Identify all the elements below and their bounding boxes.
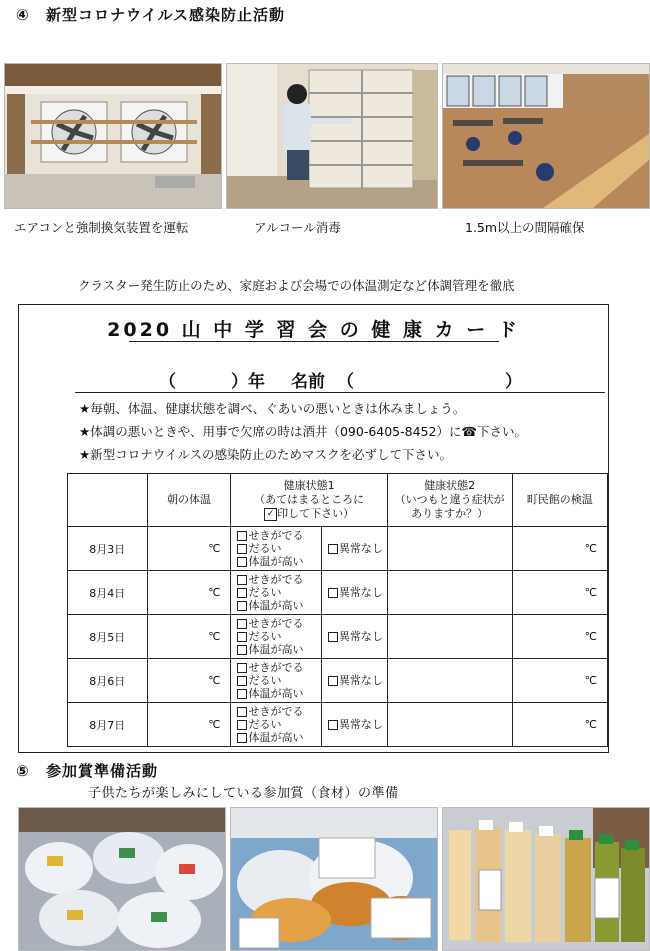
checkbox[interactable] [237,619,247,629]
table-header-row [68,474,608,527]
hall-temp-cell[interactable]: ℃ [512,703,608,747]
health2-cell[interactable] [387,659,512,703]
symptom-checklist [231,527,321,571]
normal-option[interactable] [321,615,387,659]
caption-spacing: 1.5m以上の間隔確保 [465,220,585,235]
morning-temp-cell[interactable]: ℃ [147,703,231,747]
symptom-label: せきがでる [248,705,304,718]
checkbox[interactable] [237,676,247,686]
symptom-checklist [231,571,321,615]
section5-heading [16,760,158,781]
symptom-option[interactable] [237,542,320,555]
morning-temp-cell[interactable]: ℃ [147,571,231,615]
checkbox[interactable] [237,663,247,673]
symptom-option[interactable] [237,555,320,568]
symptom-label: せきがでる [248,617,304,630]
symptom-option[interactable] [237,687,320,700]
caption-ventilation: エアコンと強制換気装置を運転 [14,220,189,235]
header-morning-temp: 朝の体温 [147,474,231,527]
checkbox[interactable] [237,707,247,717]
section5-title: 参加賞準備活動 [45,762,158,780]
symptom-label: 体温が高い [248,555,304,568]
symptom-option[interactable] [237,586,320,599]
checkbox[interactable] [237,601,247,611]
symptom-label: 体温が高い [248,599,304,612]
title-underline [129,341,499,342]
checkbox[interactable] [237,557,247,567]
row-date: 8月5日 [68,615,148,659]
checkbox[interactable] [237,531,247,541]
normal-option[interactable] [321,527,387,571]
section4-heading [16,4,285,25]
normal-label: 異常なし [338,674,383,687]
symptom-label: だるい [248,542,282,555]
photo-ventilation-fans [4,63,222,209]
checkbox[interactable] [237,689,247,699]
checkmark-icon: ✓ [264,508,277,521]
health-card [18,304,609,753]
header-health1-title: 健康状態1 [283,479,335,492]
symptom-label: だるい [248,674,282,687]
symptom-label: せきがでる [248,661,304,674]
photo-drink-bottles [442,807,650,951]
table-row [68,659,608,703]
normal-label: 異常なし [338,542,383,555]
year-label: ）年 [231,372,265,392]
normal-option[interactable] [321,659,387,703]
normal-option[interactable] [321,703,387,747]
symptom-label: 体温が高い [248,731,304,744]
symptom-label: だるい [248,630,282,643]
rule-line-1: ★毎朝、体温、健康状態を調べ、ぐあいの悪いときは休みましょう。 [79,401,466,416]
rule-line-3: ★新型コロナウイルスの感染防止のためマスクを必ずして下さい。 [79,447,452,462]
symptom-option[interactable] [237,705,320,718]
photo-alcohol-disinfection [226,63,438,209]
checkbox[interactable] [328,632,338,642]
symptom-option[interactable] [237,529,320,542]
health2-cell[interactable] [387,703,512,747]
symptom-label: せきがでる [248,529,304,542]
health2-cell[interactable] [387,527,512,571]
header-health2-title: 健康状態2 [424,479,476,492]
name-label: 名前 [291,372,325,392]
health-check-table [67,473,608,747]
header-health2 [387,474,512,527]
normal-label: 異常なし [338,630,383,643]
header-health1-instr-text: 印して下さい） [277,507,355,520]
checkbox[interactable] [237,575,247,585]
checkbox[interactable] [237,632,247,642]
table-row [68,571,608,615]
symptom-option[interactable] [237,674,320,687]
health-card-title: 2020 山 中 学 習 会 の 健 康 カ ー ド [107,319,520,341]
symptom-label: 体温が高い [248,687,304,700]
symptom-option[interactable] [237,731,320,744]
symptom-label: 体温が高い [248,643,304,656]
section5-number: ⑤ [16,762,30,780]
checkbox[interactable] [237,733,247,743]
photo-spaced-desks [442,63,650,209]
symptom-checklist [231,659,321,703]
checkbox[interactable] [237,720,247,730]
hall-temp-cell[interactable]: ℃ [512,659,608,703]
photo-bread-prizes [230,807,438,951]
symptom-option[interactable] [237,630,320,643]
header-health1-instr [231,507,386,521]
row-date: 8月4日 [68,571,148,615]
symptom-checklist [231,615,321,659]
rule-line-2: ★体調の悪いときや、用事で欠席の時は酒井（090-6405-8452）に☎下さい。 [79,424,528,439]
section4-title: 新型コロナウイルス感染防止活動 [45,6,286,24]
symptom-label: だるい [248,718,282,731]
checkbox[interactable] [328,588,338,598]
morning-temp-cell[interactable]: ℃ [147,615,231,659]
normal-label: 異常なし [338,586,383,599]
normal-label: 異常なし [338,718,383,731]
header-date [68,474,148,527]
symptom-label: せきがでる [248,573,304,586]
symptom-option[interactable] [237,617,320,630]
cluster-prevention-notice: クラスター発生防止のため、家庭および会場での体温測定など体調管理を徹底 [78,278,515,293]
symptom-option[interactable] [237,643,320,656]
checkbox[interactable] [237,544,247,554]
symptom-label: だるい [248,586,282,599]
name-open: （ [337,372,354,392]
checkbox[interactable] [237,645,247,655]
checkbox[interactable] [328,720,338,730]
row-date: 8月6日 [68,659,148,703]
photo-bagged-prizes [18,807,226,951]
morning-temp-cell[interactable]: ℃ [147,659,231,703]
checkbox[interactable] [328,544,338,554]
table-row [68,703,608,747]
health2-cell[interactable] [387,571,512,615]
header-health1-note: （あてはまるところに [254,493,365,506]
checkbox[interactable] [328,676,338,686]
card-divider [75,392,605,393]
row-date: 8月3日 [68,527,148,571]
section5-subtitle: 子供たちが楽しみにしている参加賞（食材）の準備 [88,786,399,801]
name-close: ） [505,372,522,392]
year-open: （ [159,372,176,392]
checkbox[interactable] [237,588,247,598]
table-row [68,527,608,571]
hall-temp-cell[interactable]: ℃ [512,615,608,659]
normal-option[interactable] [321,571,387,615]
header-health2-note1: （いつもと違う症状が [394,493,505,506]
header-health1 [231,474,387,527]
hall-temp-cell[interactable]: ℃ [512,571,608,615]
symptom-option[interactable] [237,718,320,731]
row-date: 8月7日 [68,703,148,747]
hall-temp-cell[interactable]: ℃ [512,527,608,571]
symptom-checklist [231,703,321,747]
symptom-option[interactable] [237,599,320,612]
morning-temp-cell[interactable]: ℃ [147,527,231,571]
header-health2-note2: ありますか？） [411,507,489,520]
symptom-option[interactable] [237,661,320,674]
health2-cell[interactable] [387,615,512,659]
table-row [68,615,608,659]
caption-alcohol: アルコール消毒 [254,220,341,235]
section4-number: ④ [16,6,30,24]
header-hall-temp: 町民館の検温 [512,474,608,527]
symptom-option[interactable] [237,573,320,586]
